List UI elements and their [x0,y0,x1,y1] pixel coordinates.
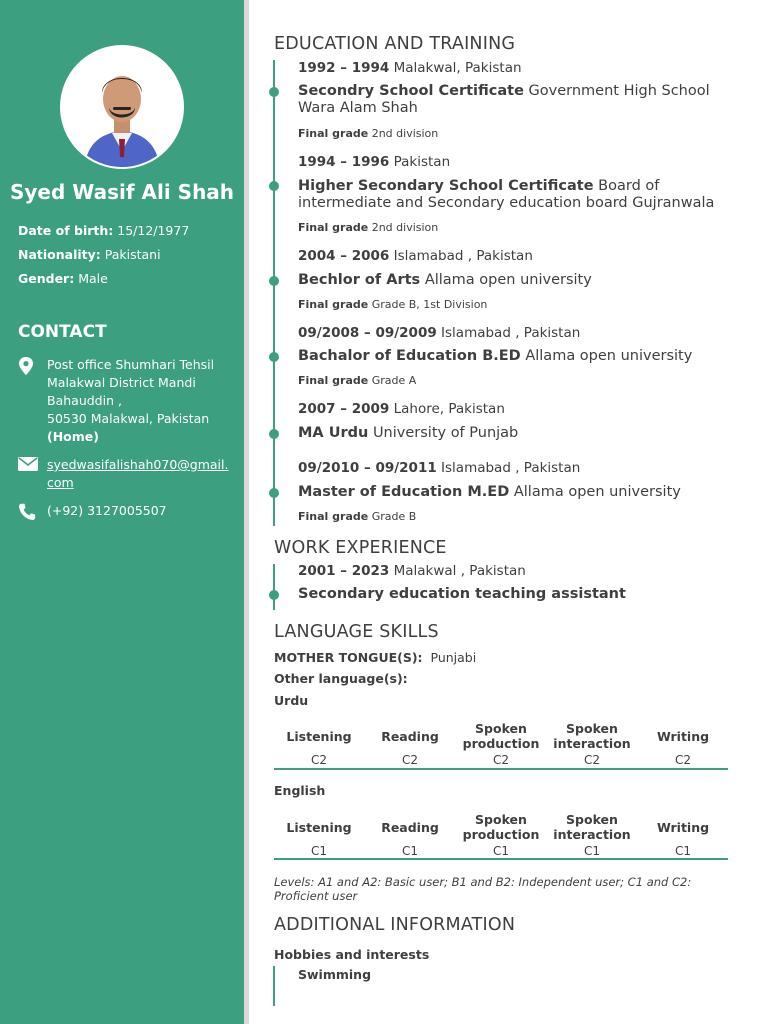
timeline-dot [269,181,279,191]
grade-label: Final grade [298,510,369,523]
language-name [274,693,308,708]
education-entry-date [298,325,580,341]
header-spoken-interaction: Spoken interaction [553,812,631,842]
timeline-dot [269,276,279,286]
entry-location: Lahore, Pakistan [393,401,505,417]
education-entry-grade [298,374,416,387]
education-heading: EDUCATION AND TRAINING [274,34,516,54]
sidebar-divider [244,0,249,1024]
level-cell: C2 [583,753,600,767]
education-entry-title [298,425,728,442]
level-cell: C2 [401,753,418,767]
grade-value: 2nd division [371,127,439,140]
language-table-urdu [274,721,728,771]
profile-photo [60,45,184,169]
gender-value: Male [78,271,108,286]
education-timeline [273,60,275,526]
contact-heading: CONTACT [18,322,107,342]
hobby-item [298,967,371,982]
nationality-value: Pakistani [104,247,161,262]
entry-dates: 1994 – 1996 [298,154,390,170]
entry-institution: Government High School Wara Alam Shah [298,83,710,116]
table-divider [274,858,728,860]
entry-location: Malakwal , Pakistan [393,563,526,579]
grade-label: Final grade [298,374,369,387]
education-entry-title [298,348,728,365]
timeline-dot [269,352,279,362]
nationality-label: Nationality: [18,247,101,262]
person-name: Syed Wasif Ali Shah [9,180,235,204]
entry-dates: 2001 – 2023 [298,563,390,579]
grade-value: 2nd division [371,221,439,234]
address-line: Post office Shumhari Tehsil [47,357,215,372]
address-line: Malakwal District Mandi [47,375,196,390]
entry-dates: 09/2010 – 09/2011 [298,460,437,476]
address-type: (Home) [47,429,99,444]
entry-qualification: Bechlor of Arts [298,272,421,288]
levels-note: Levels: A1 and A2: Basic user; B1 and B2: Independent user; C1 and C2: Proficient user [274,875,692,903]
entry-location: Malakwal, Pakistan [393,60,522,76]
entry-location: Islamabad , Pakistan [393,248,533,264]
language-name [274,783,325,798]
level-cell: C1 [492,844,509,858]
language-name-text: English [274,783,326,798]
education-entry-title [298,83,728,117]
education-entry-date [298,60,522,76]
timeline-dot [269,590,279,600]
education-entry-date [298,401,505,417]
header-reading: Reading [381,820,439,835]
entry-dates: 2007 – 2009 [298,401,390,417]
entry-dates: 1992 – 1994 [298,60,390,76]
header-spoken-production: Spoken production [462,812,540,842]
entry-role: Secondary education teaching assistant [298,586,626,602]
work-timeline [273,564,275,610]
language-heading: LANGUAGE SKILLS [274,622,439,642]
phone-icon [18,503,38,521]
dob-row [18,223,189,239]
education-entry-grade [298,298,487,311]
language-table-english [274,812,728,862]
mother-tongue-value: Punjabi [430,650,477,665]
level-cell: C2 [674,753,691,767]
entry-institution: Allama open university [525,348,693,364]
dob-value: 15/12/1977 [117,223,190,238]
entry-institution: Board of intermediate and Secondary education board Gujranwala [298,178,715,211]
entry-qualification: Master of Education M.ED [298,484,510,500]
level-cell: C1 [674,844,691,858]
entry-location: Islamabad , Pakistan [441,325,581,341]
level-cell: C2 [492,753,509,767]
grade-label: Final grade [298,298,369,311]
timeline-dot [269,87,279,97]
grade-label: Final grade [298,127,369,140]
education-entry-date [298,460,580,476]
level-cell: C1 [310,844,327,858]
work-entry-role [298,586,728,603]
work-entry-date [298,563,526,579]
grade-label: Final grade [298,221,369,234]
header-writing: Writing [656,820,710,835]
dob-label: Date of birth: [18,223,114,238]
table-divider [274,768,728,770]
address-line: 50530 Malakwal, Pakistan [47,411,210,426]
entry-institution: University of Punjab [372,425,519,441]
additional-timeline [273,966,275,1006]
other-languages-label [274,671,408,686]
education-entry-date [298,248,533,264]
level-cell: C1 [583,844,600,858]
entry-qualification: MA Urdu [298,425,369,441]
education-entry-grade [298,510,416,523]
gender-row [18,271,108,287]
entry-qualification: Higher Secondary School Certificate [298,178,594,194]
header-reading: Reading [381,729,439,744]
language-name-text: Urdu [274,693,309,708]
hobby-text: Swimming [298,967,372,982]
entry-dates: 09/2008 – 09/2009 [298,325,437,341]
nationality-row [18,247,161,263]
entry-location: Islamabad , Pakistan [441,460,581,476]
gender-label: Gender: [18,271,75,286]
header-writing: Writing [656,729,710,744]
grade-value: Grade B [371,510,417,523]
location-pin-icon [18,357,38,375]
grade-value: Grade A [371,374,417,387]
level-cell: C1 [401,844,418,858]
education-entry-title [298,178,728,212]
email-link[interactable]: syedwasifalishah070@gmail.com [47,457,229,490]
address-line: Bahauddin , [47,393,122,408]
education-entry-grade [298,127,438,140]
additional-heading: ADDITIONAL INFORMATION [274,915,516,935]
hobbies-label-text: Hobbies and interests [274,947,430,962]
entry-dates: 2004 – 2006 [298,248,390,264]
hobbies-label [274,947,429,962]
mail-icon [18,457,38,475]
timeline-dot [269,488,279,498]
other-languages-text: Other language(s): [274,671,408,686]
education-entry-title [298,272,728,289]
header-spoken-production: Spoken production [462,721,540,751]
contact-email [18,456,233,496]
mother-tongue-label: MOTHER TONGUE(S): [274,650,423,665]
contact-address [18,356,233,446]
education-entry-date [298,154,450,170]
header-listening: Listening [286,729,352,744]
education-entry-grade [298,221,438,234]
contact-phone [18,502,233,522]
grade-value: Grade B, 1st Division [371,298,488,311]
entry-institution: Allama open university [424,272,592,288]
entry-location: Pakistan [393,154,451,170]
level-cell: C2 [310,753,327,767]
mother-tongue-row [274,650,476,665]
header-spoken-interaction: Spoken interaction [553,721,631,751]
entry-qualification: Bachalor of Education B.ED [298,348,521,364]
education-entry-title [298,484,728,501]
entry-institution: Allama open university [513,484,681,500]
header-listening: Listening [286,820,352,835]
timeline-dot [269,429,279,439]
avatar [62,47,182,167]
entry-qualification: Secondry School Certificate [298,83,524,99]
phone-number: (+92) 3127005507 [47,503,167,518]
work-heading: WORK EXPERIENCE [274,538,447,558]
